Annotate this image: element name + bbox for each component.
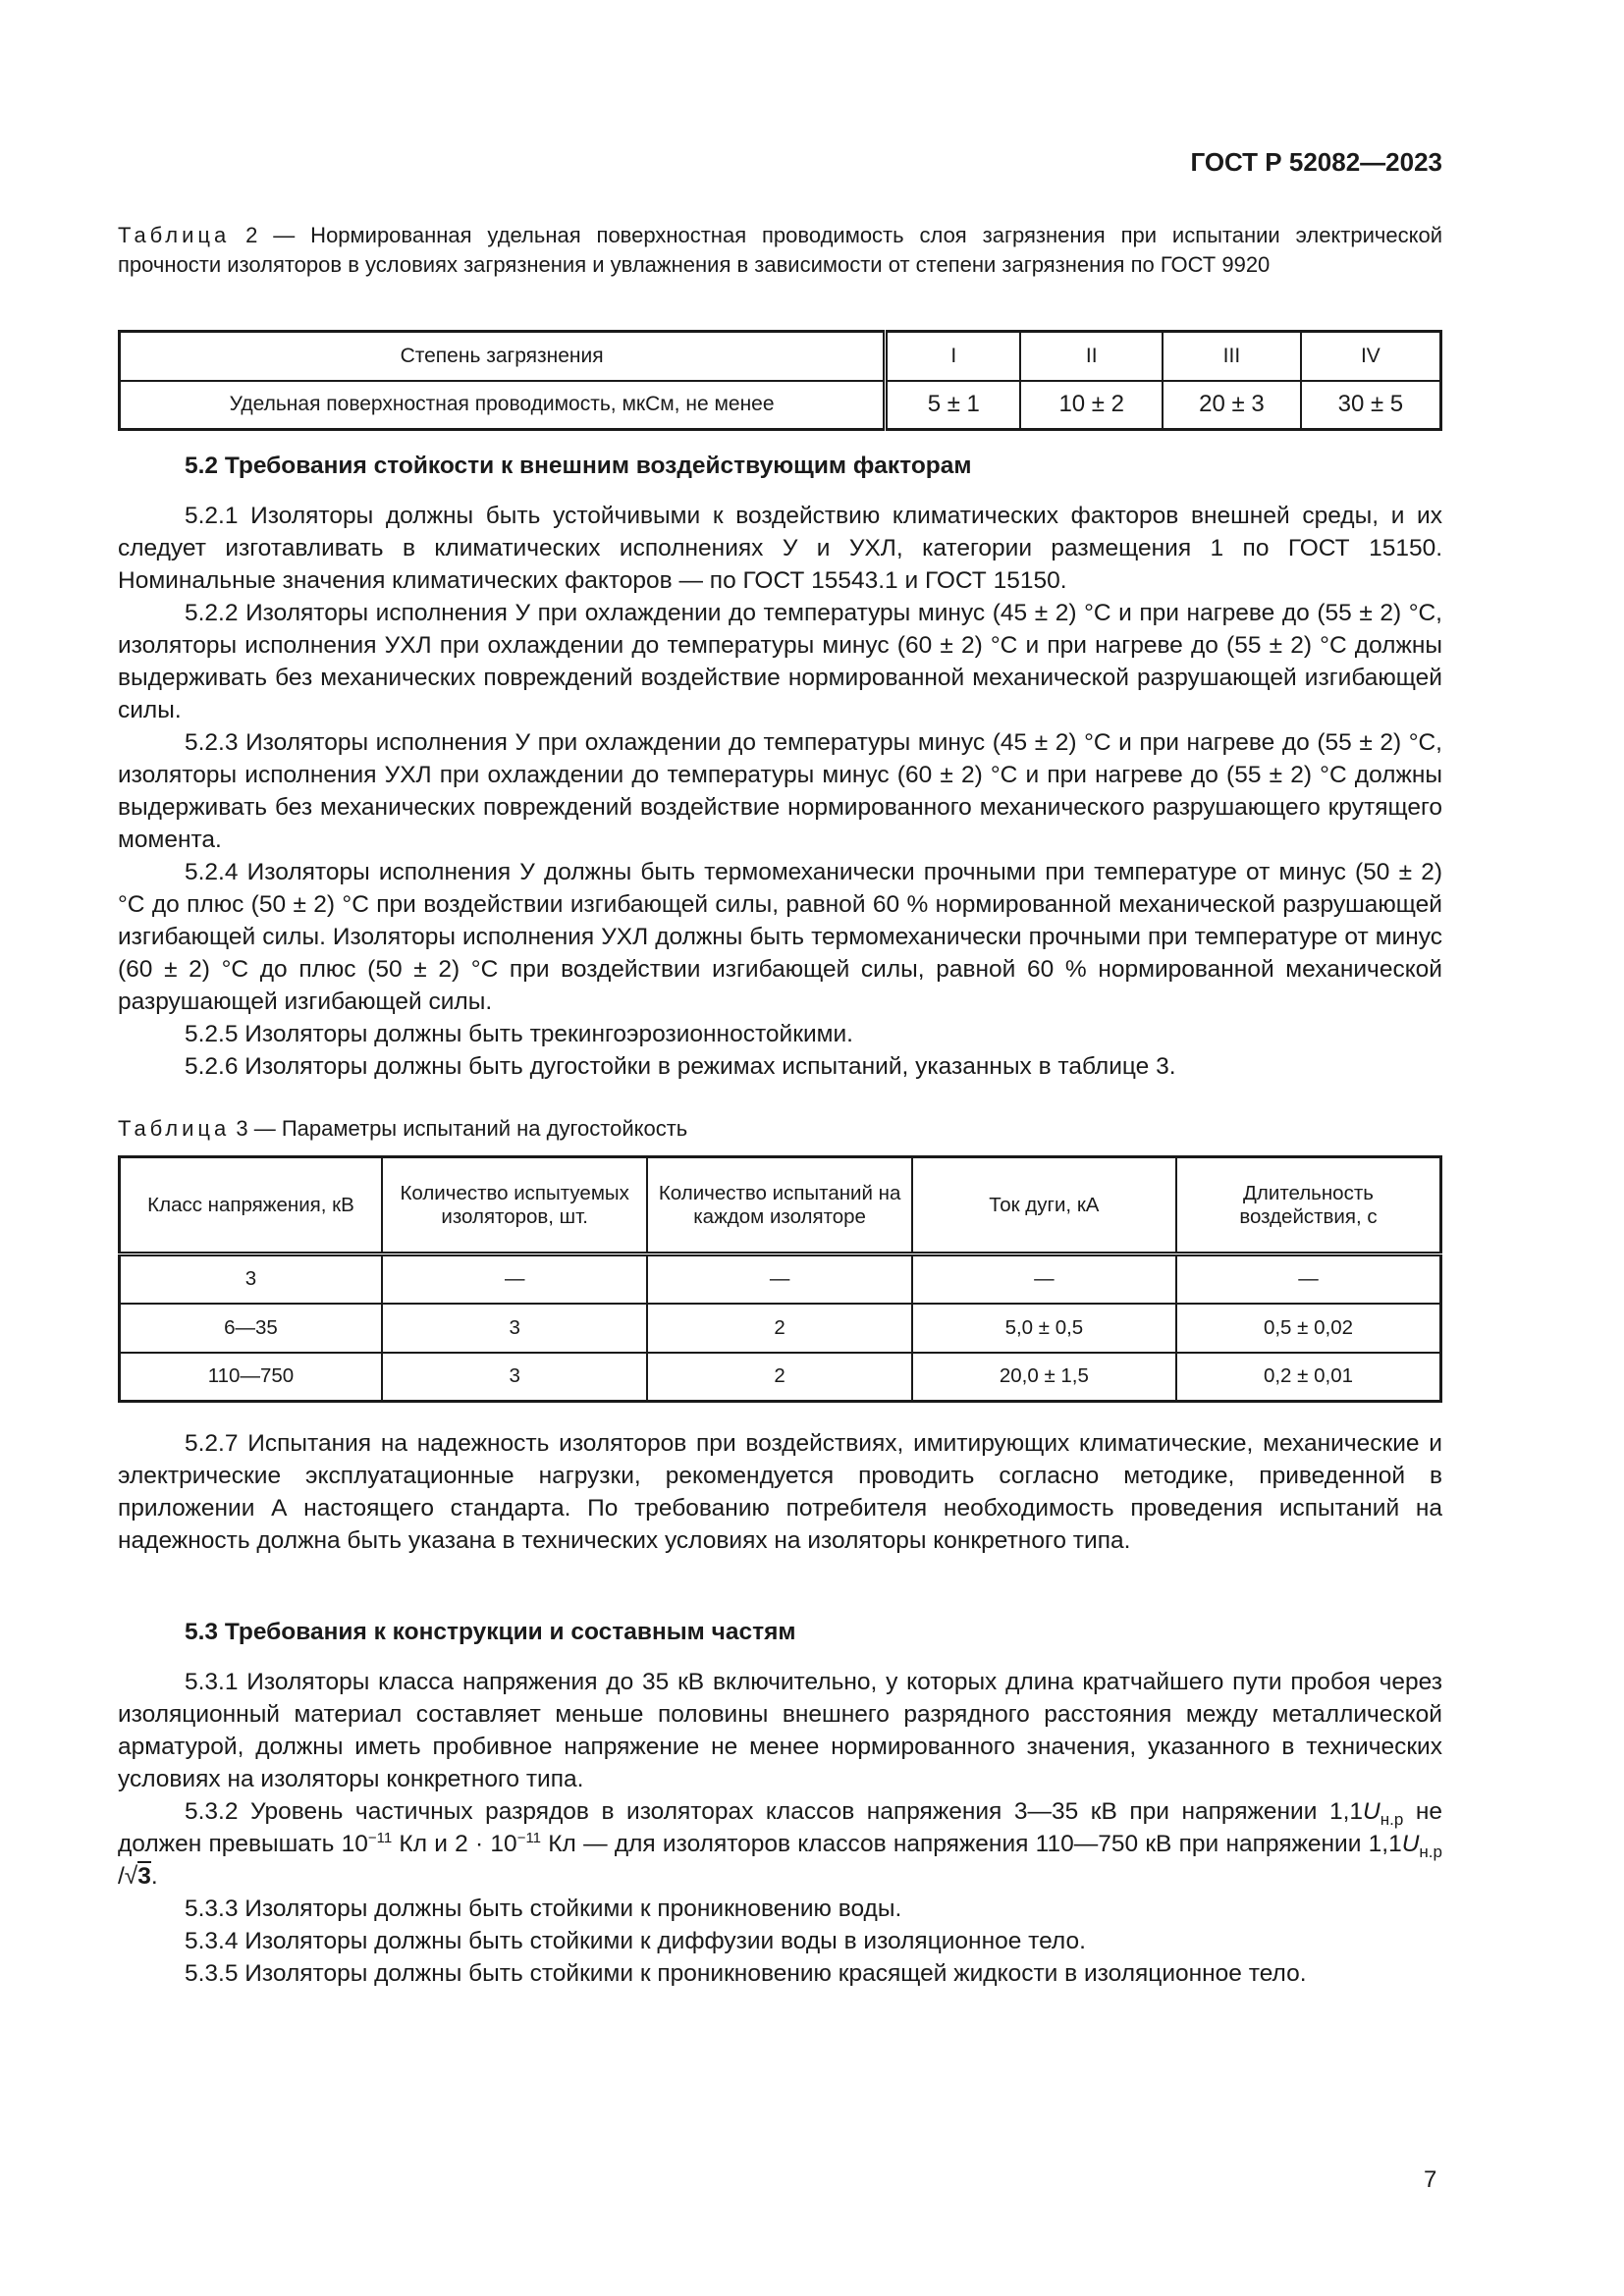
table-cell: — [1176, 1255, 1441, 1304]
text: Кл и 2 · 10 [392, 1831, 517, 1857]
table-cell: Удельная поверхностная проводимость, мкСм, не менее [120, 381, 886, 430]
table-2 [118, 330, 1442, 431]
table-cell: IV [1301, 332, 1441, 381]
paragraph: 5.2.7 Испытания на надежность изоляторов при воздействиях, имитирующих климатические, механические и электрические эксплуатационные нагрузки, рекомендуется проводить согласно методике, приведенной в приложении А настоящего стандарта. По требованию потребителя необходимость проведения испытаний на надежность должна быть указана в технических условиях на изоляторы конкретного типа. [118, 1430, 1442, 1554]
paragraph: 5.2.6 Изоляторы должны быть дугостойки в режимах испытаний, указанных в таблице 3. [185, 1053, 1176, 1080]
caption-text: 3 — Параметры испытаний на дугостойкость [230, 1116, 688, 1141]
caption-text: 2 — Нормированная удельная поверхностная проводимость слоя загрязнения при испытании электрической прочности изоляторов в условиях загрязнения и увлажнения в зависимости от степени загрязнения по ГОСТ 9920 [118, 223, 1442, 277]
table-cell: — [647, 1255, 911, 1304]
symbol-u: U [1401, 1831, 1420, 1857]
table-cell: 20,0 ± 1,5 [912, 1353, 1176, 1402]
table-cell: 5 ± 1 [886, 381, 1021, 430]
column-header: Класс напряжения, кВ [120, 1157, 382, 1255]
table-cell: — [912, 1255, 1176, 1304]
table-row [120, 381, 1441, 430]
table-cell: 6—35 [120, 1304, 382, 1353]
table-cell: 110—750 [120, 1353, 382, 1402]
text: . [150, 1863, 158, 1890]
paragraph: 5.2.5 Изоляторы должны быть трекингоэрозионностойкими. [185, 1021, 853, 1047]
table-cell: 5,0 ± 0,5 [912, 1304, 1176, 1353]
paragraph: 5.2.3 Изоляторы исполнения У при охлаждении до температуры минус (45 ± 2) °С и при нагреве до (55 ± 2) °С, изоляторы исполнения УХЛ при охлаждении до температуры минус (60 ± 2) °С и при нагреве до (55 ± 2) °С должны выдерживать без механических повреждений воздействие нормированного механического разрушающего крутящего момента. [118, 729, 1442, 853]
table-cell: 2 [647, 1353, 911, 1402]
column-header: Количество испытаний на каждом изоляторе [647, 1157, 911, 1255]
paragraph: 5.3.1 Изоляторы класса напряжения до 35 кВ включительно, у которых длина кратчайшего пути пробоя через изоляционный материал составляет меньше половины внешнего разрядного расстояния между металлической арматурой, должны иметь пробивное напряжение не менее нормированного значения, указанного в технических условиях на изоляторы конкретного типа. [118, 1669, 1442, 1792]
section-heading: 5.2 Требования стойкости к внешним воздействующим факторам [185, 453, 972, 479]
column-header: Ток дуги, кА [912, 1157, 1176, 1255]
table-3 [118, 1155, 1442, 1403]
paragraph: 5.3.4 Изоляторы должны быть стойкими к диффузии воды в изоляционное тело. [185, 1928, 1086, 1954]
table-cell: 0,2 ± 0,01 [1176, 1353, 1441, 1402]
table-cell: 20 ± 3 [1163, 381, 1301, 430]
paragraph-5-3-2 [118, 1795, 1442, 1893]
table-row [120, 332, 1441, 381]
table-row [120, 1255, 1441, 1304]
page-number: 7 [1424, 2166, 1437, 2193]
caption-label: Таблица [118, 223, 231, 247]
text: 5.3.2 Уровень частичных разрядов в изоляторах классов напряжения 3—35 кВ при напряжении 1,1 [185, 1798, 1364, 1825]
text: не должен превышать 10 [118, 1798, 1443, 1857]
section-5-2 [118, 450, 1442, 1083]
subscript: н.р [1419, 1842, 1442, 1861]
table-cell: Степень загрязнения [120, 332, 886, 381]
table-cell: 30 ± 5 [1301, 381, 1441, 430]
section-5-3 [118, 1616, 1442, 1990]
paragraph: 5.2.4 Изоляторы исполнения У должны быть термомеханически прочными при температуре от минус (50 ± 2) °С до плюс (50 ± 2) °С при воздействии изгибающей силы, равной 60 % нормированной механической разрушающей изгибающей силы. Изоляторы исполнения УХЛ должны быть термомеханически прочными при температуре от минус (60 ± 2) °С до плюс (50 ± 2) °С при воздействии изгибающей силы, равной 60 % нормированной механической разрушающей изгибающей силы. [118, 859, 1442, 1015]
table-cell: 0,5 ± 0,02 [1176, 1304, 1441, 1353]
column-header: Количество испытуемых изоляторов, шт. [382, 1157, 647, 1255]
column-header: Длительность воздействия, с [1176, 1157, 1441, 1255]
text: Кл — для изоляторов классов напряжения 110—750 кВ при напряжении 1,1 [541, 1831, 1402, 1857]
paragraph: 5.3.3 Изоляторы должны быть стойкими к проникновению воды. [185, 1896, 902, 1922]
table2-caption [118, 221, 1442, 280]
section-heading: 5.3 Требования к конструкции и составным частям [185, 1619, 796, 1645]
table-header-row [120, 1157, 1441, 1255]
exponent: −11 [367, 1829, 393, 1846]
table-row [120, 1353, 1441, 1402]
subscript: н.р [1380, 1809, 1404, 1829]
exponent: −11 [516, 1829, 542, 1846]
paragraph: 5.2.2 Изоляторы исполнения У при охлаждении до температуры минус (45 ± 2) °С и при нагреве до (55 ± 2) °С, изоляторы исполнения УХЛ при охлаждении до температуры минус (60 ± 2) °С и при нагреве до (55 ± 2) °С должны выдерживать без механических повреждений воздействие нормированной механической разрушающей изгибающей силы. [118, 600, 1442, 723]
table-cell: — [382, 1255, 647, 1304]
root-value: 3 [137, 1863, 151, 1890]
table-cell: 3 [382, 1304, 647, 1353]
table-cell: 3 [120, 1255, 382, 1304]
table-cell: 2 [647, 1304, 911, 1353]
table-row [120, 1304, 1441, 1353]
text: /√ [118, 1863, 138, 1890]
table-cell: II [1020, 332, 1163, 381]
paragraph: 5.2.1 Изоляторы должны быть устойчивыми к воздействию климатических факторов внешней среды, и их следует изготавливать в климатических исполнениях У и УХЛ, категории размещения 1 по ГОСТ 15150. Номинальные значения климатических факторов — по ГОСТ 15543.1 и ГОСТ 15150. [118, 503, 1442, 594]
symbol-u: U [1363, 1798, 1380, 1825]
table-cell: 10 ± 2 [1020, 381, 1163, 430]
table3-caption [118, 1114, 1442, 1144]
caption-label: Таблица [118, 1116, 231, 1141]
paragraph: 5.3.5 Изоляторы должны быть стойкими к проникновению красящей жидкости в изоляционное тело. [185, 1960, 1307, 1987]
table-cell: III [1163, 332, 1301, 381]
document-number: ГОСТ Р 52082—2023 [1190, 147, 1442, 177]
table-cell: 3 [382, 1353, 647, 1402]
paragraph-5-2-7 [118, 1427, 1442, 1557]
table-cell: I [886, 332, 1021, 381]
